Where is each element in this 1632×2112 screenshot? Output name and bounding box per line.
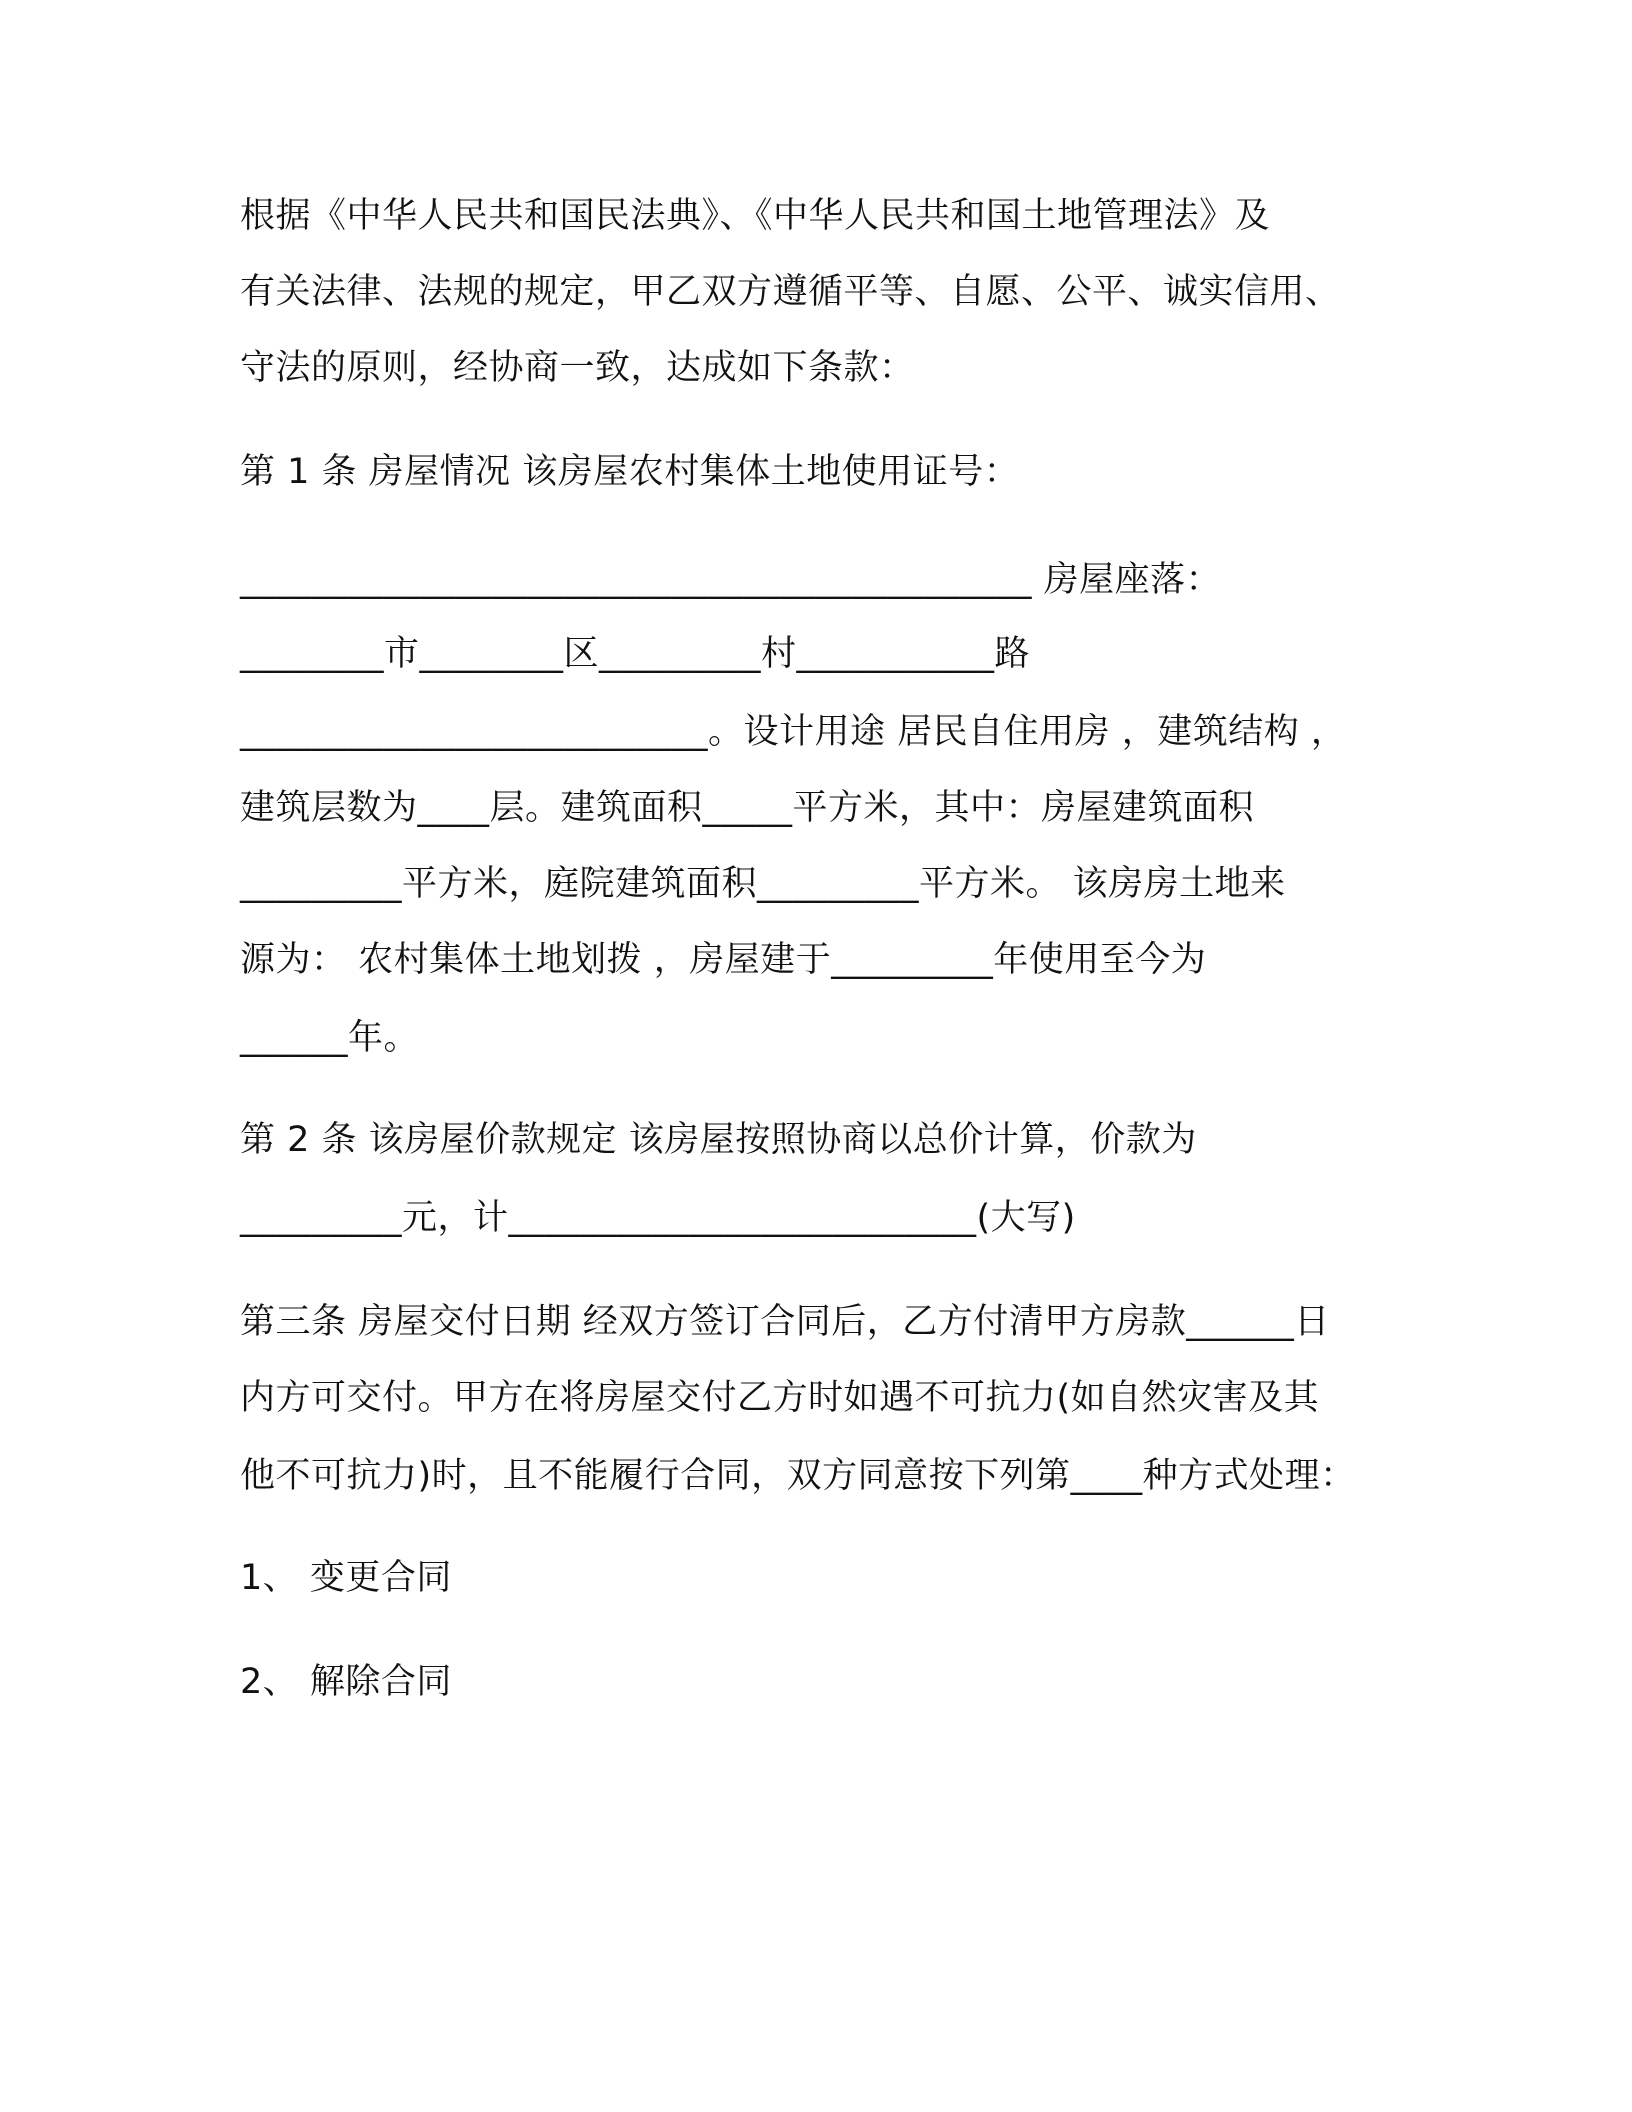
article-1-line: 建筑层数为____层。建筑面积_____平方米，其中：房屋建筑面积 bbox=[240, 788, 1255, 828]
preamble-line: 守法的原则，经协商一致，达成如下条款： bbox=[240, 348, 915, 388]
article-2-line: _________元，计__________________________(大写) bbox=[240, 1198, 1076, 1238]
preamble-line: 有关法律、法规的规定，甲乙双方遵循平等、自愿、公平、诚实信用、 bbox=[240, 272, 1341, 312]
article-3-heading: 第三条 房屋交付日期 经双方签订合同后，乙方付清甲方房款______日 bbox=[240, 1302, 1330, 1342]
article-1-heading: 第 1 条 房屋情况 该房屋农村集体土地使用证号： bbox=[240, 452, 1020, 492]
article-1-line: 源为： 农村集体土地划拨 ，房屋建于_________年使用至今为 bbox=[240, 940, 1207, 980]
article-1-line: ____________________________________________ 房屋座落： bbox=[240, 560, 1222, 600]
article-3-line: 他不可抗力)时，且不能履行合同，双方同意按下列第____种方式处理： bbox=[240, 1456, 1356, 1496]
option-item: 2、 解除合同 bbox=[240, 1662, 452, 1702]
article-1-line: ______年。 bbox=[240, 1018, 420, 1058]
article-1-line: __________________________。设计用途 居民自住用房 ，建筑结构 ， bbox=[240, 712, 1347, 752]
preamble-line: 根据《中华人民共和国民法典》、《中华人民共和国土地管理法》及 bbox=[240, 196, 1271, 236]
article-1-line: _________平方米，庭院建筑面积_________平方米。 该房房土地来 bbox=[240, 864, 1286, 904]
article-1-line: ________市________区_________村___________路 bbox=[240, 634, 1031, 674]
option-item: 1、 变更合同 bbox=[240, 1558, 452, 1598]
article-2-heading: 第 2 条 该房屋价款规定 该房屋按照协商以总价计算，价款为 bbox=[240, 1120, 1197, 1160]
article-3-line: 内方可交付。甲方在将房屋交付乙方时如遇不可抗力(如自然灾害及其 bbox=[240, 1378, 1320, 1418]
